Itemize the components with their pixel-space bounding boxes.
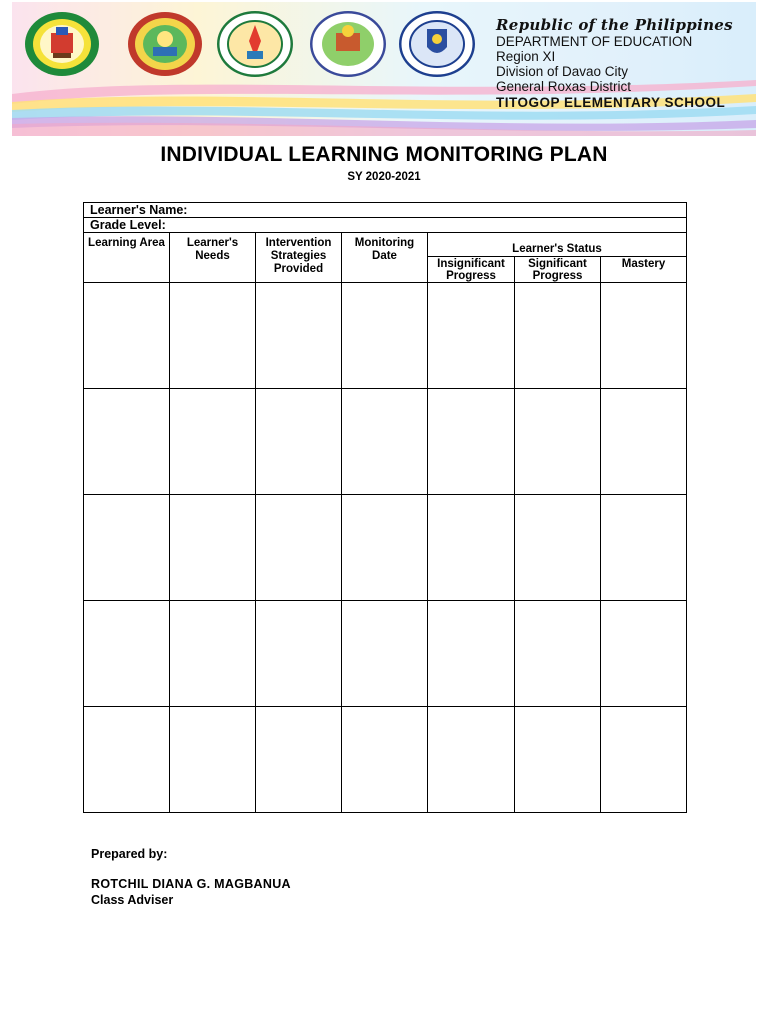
table-cell[interactable] (170, 601, 256, 707)
grade-level-field[interactable]: Grade Level: (84, 218, 687, 233)
table-cell[interactable] (170, 283, 256, 389)
table-cell[interactable] (515, 495, 601, 601)
column-header-insignificant-progress: Insignificant Progress (428, 257, 515, 283)
table-cell[interactable] (515, 707, 601, 813)
column-header-significant-progress: Significant Progress (515, 257, 601, 283)
table-row (84, 707, 687, 813)
letterhead-text (496, 16, 756, 112)
table-cell[interactable] (601, 495, 687, 601)
prepared-by-label: Prepared by: (91, 847, 168, 861)
table-cell[interactable] (256, 707, 342, 813)
region-label: Region XI (496, 49, 556, 64)
table-cell[interactable] (342, 601, 428, 707)
school-seal-icon (24, 11, 100, 77)
table-cell[interactable] (84, 389, 170, 495)
division-label: Division of Davao City (496, 64, 629, 79)
table-cell[interactable] (428, 495, 515, 601)
school-year: SY 2020-2021 (347, 171, 421, 183)
table-cell[interactable] (515, 601, 601, 707)
table-cell[interactable] (601, 283, 687, 389)
table-cell[interactable] (84, 495, 170, 601)
document-title: INDIVIDUAL LEARNING MONITORING PLAN (160, 143, 608, 166)
table-cell[interactable] (601, 389, 687, 495)
table-row (84, 389, 687, 495)
table-cell[interactable] (428, 389, 515, 495)
learner-name-field[interactable]: Learner's Name: (84, 203, 687, 218)
column-header-learners-status: Learner's Status (428, 233, 687, 257)
table-cell[interactable] (84, 283, 170, 389)
table-cell[interactable] (170, 495, 256, 601)
table-cell[interactable] (515, 283, 601, 389)
table-cell[interactable] (428, 601, 515, 707)
table-cell[interactable] (428, 283, 515, 389)
table-cell[interactable] (428, 707, 515, 813)
monitoring-plan-table (83, 202, 687, 813)
table-cell[interactable] (342, 389, 428, 495)
table-cell[interactable] (256, 601, 342, 707)
district-label: General Roxas District (496, 79, 632, 94)
table-cell[interactable] (342, 283, 428, 389)
table-row (84, 601, 687, 707)
table-row (84, 495, 687, 601)
table-cell[interactable] (256, 495, 342, 601)
table-cell[interactable] (515, 389, 601, 495)
table-cell[interactable] (256, 283, 342, 389)
department-label: DEPARTMENT OF EDUCATION (496, 34, 693, 49)
kagawaran-ng-edukasyon-seal-icon (399, 11, 475, 77)
adviser-name: ROTCHIL DIANA G. MAGBANUA (91, 877, 291, 891)
table-cell[interactable] (84, 601, 170, 707)
column-header-learners-needs: Learner's Needs (170, 233, 256, 283)
column-header-mastery: Mastery (601, 257, 687, 283)
deped-region-xi-seal-icon (310, 11, 386, 77)
davao-city-division-seal-icon (217, 11, 293, 77)
table-cell[interactable] (256, 389, 342, 495)
school-name: TITOGOP ELEMENTARY SCHOOL (496, 95, 726, 110)
table-cell[interactable] (170, 389, 256, 495)
column-header-intervention: Intervention Strategies Provided (256, 233, 342, 283)
table-cell[interactable] (342, 495, 428, 601)
adviser-role: Class Adviser (91, 893, 174, 907)
table-cell[interactable] (84, 707, 170, 813)
table-row (84, 283, 687, 389)
table-cell[interactable] (170, 707, 256, 813)
deped-general-roxas-seal-icon (127, 11, 203, 77)
table-cell[interactable] (342, 707, 428, 813)
republic-label: Republic of the Philippines (496, 16, 733, 34)
column-header-monitoring-date: Monitoring Date (342, 233, 428, 283)
table-cell[interactable] (601, 707, 687, 813)
letterhead-banner (12, 2, 756, 136)
column-header-learning-area: Learning Area (84, 233, 170, 283)
table-cell[interactable] (601, 601, 687, 707)
